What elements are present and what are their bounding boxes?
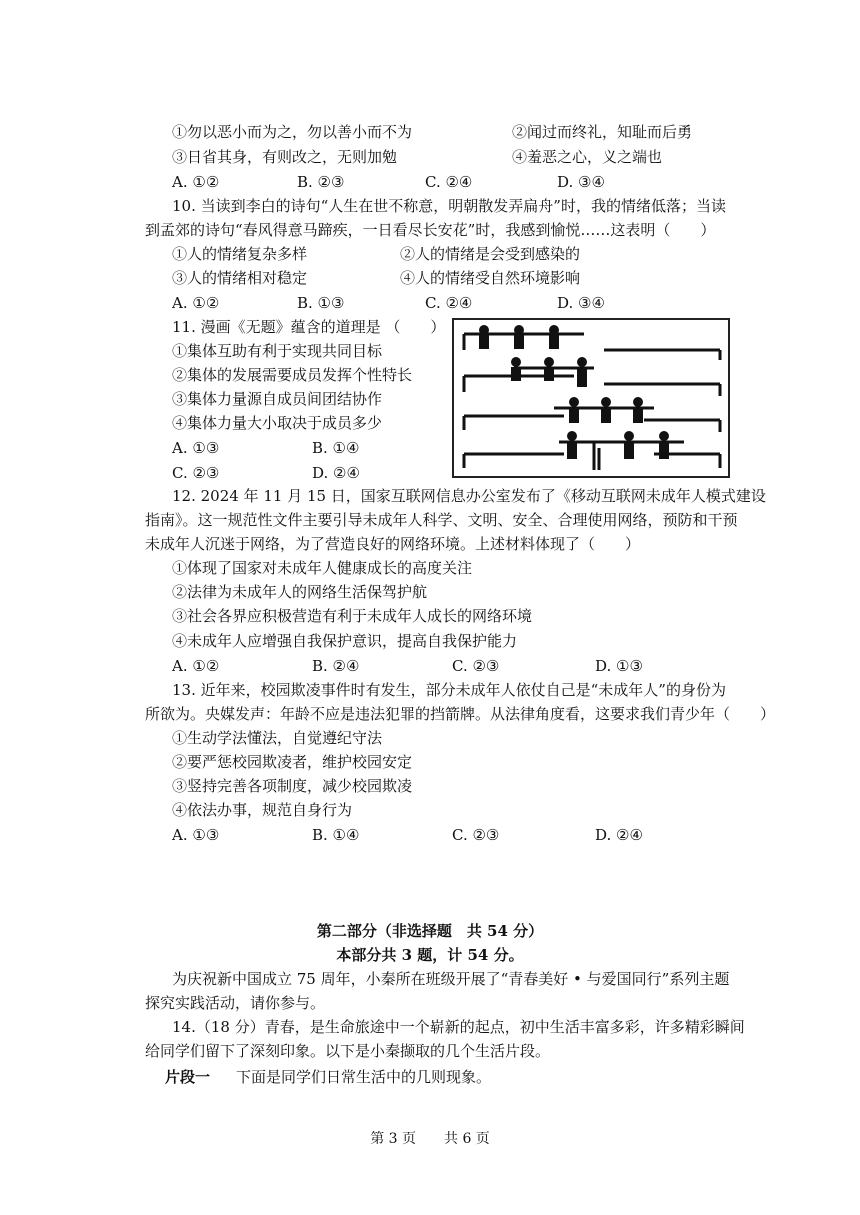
q9-option-d: D. ③④ [557, 173, 605, 191]
q13-option-a: A. ①③ [172, 826, 220, 844]
q10-option-a: A. ①② [172, 294, 220, 312]
q10-statement-1: ①人的情绪复杂多样 [172, 245, 308, 263]
q13-stem-line-1: 13. 近年来，校园欺凌事件时有发生，部分未成年人依仗自己是“未成年人”的身份为 [172, 681, 726, 699]
q11-statement-2: ②集体的发展需要成员发挥个性特长 [172, 366, 413, 384]
q14-stem-line-2: 给同学们留下了深刻印象。以下是小秦撷取的几个生活片段。 [145, 1042, 551, 1060]
q11-option-c: C. ②③ [172, 464, 220, 482]
q12-stem-line-3: 未成年人沉迷于网络，为了营造良好的网络环境。上述材料体现了（ ） [145, 535, 641, 553]
part2-subtitle: 本部分共 3 题，计 54 分。 [336, 946, 524, 964]
q12-statement-1: ①体现了国家对未成年人健康成长的高度关注 [172, 559, 473, 577]
q12-statement-4: ④未成年人应增强自我保护意识，提高自我保护能力 [172, 632, 518, 650]
q11-option-d: D. ②④ [312, 464, 360, 482]
segment-one-text: 下面是同学们日常生活中的几则现象。 [236, 1068, 492, 1086]
q9-statement-1: ①勿以恶小而为之，勿以善小而不为 [172, 123, 413, 141]
q12-stem-line-1: 12. 2024 年 11 月 15 日，国家互联网信息办公室发布了《移动互联网未成年人模式建设 [172, 487, 766, 505]
q10-option-c: C. ②④ [425, 294, 473, 312]
q13-statement-2: ②要严惩校园欺凌者，维护校园安定 [172, 753, 413, 771]
q10-option-d: D. ③④ [557, 294, 605, 312]
q9-option-a: A. ①② [172, 173, 220, 191]
q12-option-c: C. ②③ [452, 657, 500, 675]
segment-one-label: 片段一 [165, 1068, 211, 1086]
q11-statement-3: ③集体力量源自成员间团结协作 [172, 390, 383, 408]
q13-statement-1: ①生动学法懂法，自觉遵纪守法 [172, 729, 383, 747]
q12-statement-3: ③社会各界应积极营造有利于未成年人成长的网络环境 [172, 607, 533, 625]
q9-option-b: B. ②③ [297, 173, 345, 191]
q13-option-c: C. ②③ [452, 826, 500, 844]
q10-statement-3: ③人的情绪相对稳定 [172, 269, 308, 287]
q10-option-b: B. ①③ [297, 294, 345, 312]
part2-intro-line-2: 探究实践活动，请你参与。 [145, 994, 326, 1012]
q14-stem-line-1: 14.（18 分）青春，是生命旅途中一个崭新的起点，初中生活丰富多彩，许多精彩瞬间 [172, 1018, 745, 1036]
cartoon-illustration [452, 318, 730, 478]
q12-statement-2: ②法律为未成年人的网络生活保驾护航 [172, 583, 428, 601]
q13-option-b: B. ①④ [312, 826, 360, 844]
q12-option-d: D. ①③ [595, 657, 643, 675]
q12-stem-line-2: 指南》。这一规范性文件主要引导未成年人科学、文明、安全、合理使用网络，预防和干预 [145, 511, 738, 529]
q11-stem: 11. 漫画《无题》蕴含的道理是 （ ） [172, 318, 446, 336]
q10-statement-4: ④人的情绪受自然环境影响 [400, 269, 581, 287]
q11-statement-1: ①集体互助有利于实现共同目标 [172, 342, 383, 360]
cartoon-drawing [454, 320, 728, 476]
q9-option-c: C. ②④ [425, 173, 473, 191]
q13-statement-3: ③竖持完善各项制度，减少校园欺凌 [172, 777, 413, 795]
page-footer: 第 3 页 共 6 页 [370, 1131, 490, 1147]
q10-stem-line-2: 到孟郊的诗句“春风得意马蹄疾，一日看尽长安花”时，我感到愉悦……这表明（ ） [145, 221, 716, 239]
part2-title: 第二部分（非选择题 共 54 分） [316, 922, 544, 940]
q13-statement-4: ④依法办事，规范自身行为 [172, 801, 353, 819]
q12-option-b: B. ②④ [312, 657, 360, 675]
q11-option-a: A. ①③ [172, 439, 220, 457]
q13-stem-line-2: 所欲为。央媒发声：年龄不应是违法犯罪的挡箭牌。从法律角度看，这要求我们青少年（ ） [145, 705, 776, 723]
q10-statement-2: ②人的情绪是会受到感染的 [400, 245, 581, 263]
q9-statement-2: ②闻过而终礼，知耻而后勇 [512, 123, 693, 141]
part2-intro-line-1: 为庆祝新中国成立 75 周年，小秦所在班级开展了“青春美好 • 与爱国同行”系列主题 [172, 970, 730, 988]
q10-stem-line-1: 10. 当读到李白的诗句“人生在世不称意，明朝散发弄扁舟”时，我的情绪低落；当读 [172, 197, 726, 215]
q9-statement-4: ④羞恶之心，义之端也 [512, 148, 663, 166]
q12-option-a: A. ①② [172, 657, 220, 675]
q9-statement-3: ③日省其身，有则改之，无则加勉 [172, 148, 398, 166]
q11-statement-4: ④集体力量大小取决于成员多少 [172, 414, 383, 432]
q11-option-b: B. ①④ [312, 439, 360, 457]
q13-option-d: D. ②④ [595, 826, 643, 844]
